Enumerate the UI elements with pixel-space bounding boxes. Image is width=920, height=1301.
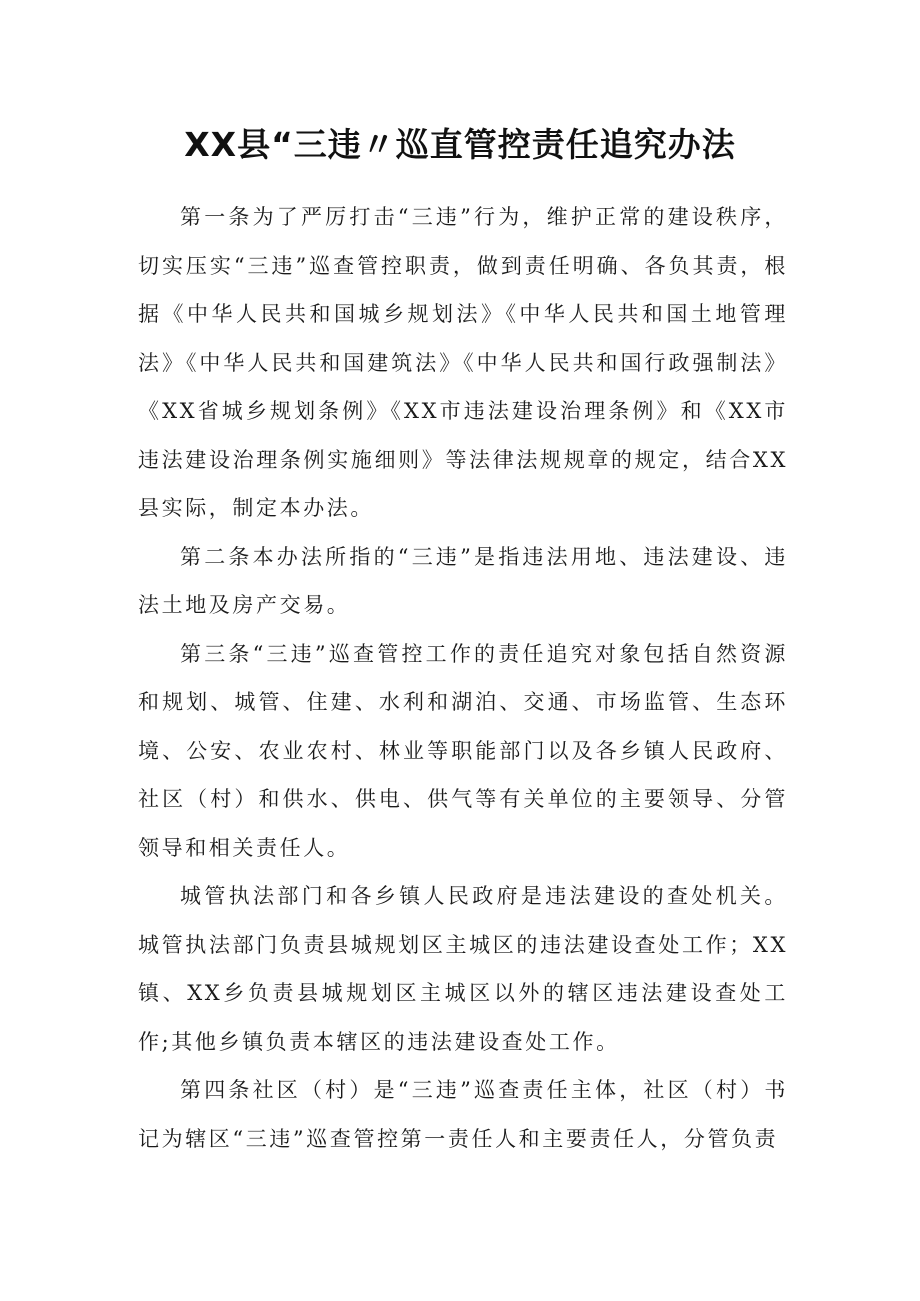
article-2-paragraph: 第二条本办法所指的“三违”是指违法用地、违法建设、违法土地及房产交易。 [138, 544, 788, 617]
enforcement-agency-paragraph: 城管执法部门和各乡镇人民政府是违法建设的查处机关。城管执法部门负责县城规划区主城区的违法建设查处工作；XX镇、XX乡负责县城规划区主城区以外的辖区违法建设查处工作;其他乡镇负责本辖区的违法建设查处工作。 [138, 884, 788, 1054]
article-3-paragraph: 第三条“三违”巡查管控工作的责任追究对象包括自然资源和规划、城管、住建、水利和湖泊、交通、市场监管、生态环境、公安、农业农村、林业等职能部门以及各乡镇人民政府、社区（村）和供水、供电、供气等有关单位的主要领导、分管领导和相关责任人。 [138, 641, 788, 860]
article-1-paragraph: 第一条为了严厉打击“三违”行为，维护正常的建设秩序，切实压实“三违”巡查管控职责，做到责任明确、各负其责，根据《中华人民共和国城乡规划法》《中华人民共和国土地管理法》《中华人民共和国建筑法》《中华人民共和国行政强制法》《XX省城乡规划条例》《XX市违法建设治理条例》和《XX市违法建设治理条例实施细则》等法律法规规章的规定，结合XX县实际，制定本办法。 [138, 205, 788, 520]
article-4-paragraph: 第四条社区（村）是“三违”巡查责任主体，社区（村）书记为辖区“三违”巡查管控第一责任人和主要责任人，分管负责 [138, 1078, 788, 1151]
document-title: XX县“三违〃巡直管控责任追究办法 [184, 125, 736, 164]
document-body [138, 193, 788, 1163]
